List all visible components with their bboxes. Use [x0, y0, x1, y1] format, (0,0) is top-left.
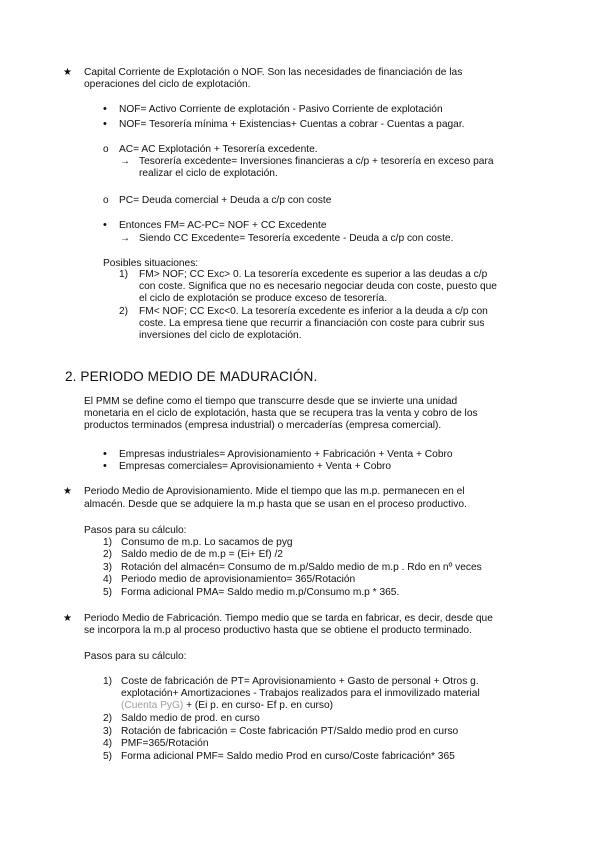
situation-2-line-1: FM< NOF; CC Exc<0. La tesorería excedente es inferior a la deuda a c/p con [139, 306, 488, 317]
step-number: 2) [103, 713, 113, 724]
pma-step: Saldo medio de de m.p = (Ei+ Ef) /2 [121, 549, 283, 560]
nof-intro-line-2: operaciones del ciclo de explotación. [84, 79, 251, 90]
arrow-icon: → [120, 233, 130, 244]
step-number: 4) [103, 574, 113, 585]
industrial-formula: Empresas industriales= Aprovisionamiento + Fabricación + Venta + Cobro [119, 449, 453, 460]
pmf-steps-title: Pasos para su cálculo: [84, 651, 187, 662]
pmf-line-2: se incorpora la m.p al proceso productivo hasta que se obtiene el producto terminado. [84, 625, 472, 636]
pmf-step: PMF=365/Rotación [121, 738, 209, 749]
situation-2-line-3: inversiones del ciclo de explotación. [139, 330, 302, 341]
pma-line-2: almacén. Desde que se adquiere la m.p hasta que se usan en el proceso productivo. [84, 499, 467, 510]
pma-step: Consumo de m.p. Lo sacamos de pyg [121, 537, 293, 548]
step-number: 1) [103, 676, 113, 687]
pma-step: Rotación del almacén= Consumo de m.p/Saldo medio de m.p . Rdo en nº veces [121, 562, 482, 573]
pma-step: Periodo medio de aprovisionamiento= 365/Rotación [121, 574, 356, 585]
fm-formula: Entonces FM= AC-PC= NOF + CC Excedente [119, 220, 327, 231]
nof-formula-2: NOF= Tesorería mínima + Existencias+ Cuentas a cobrar - Cuentas a pagar. [119, 119, 465, 130]
pma-step: Forma adicional PMA= Saldo medio m.p/Consumo m.p * 365. [121, 587, 400, 598]
pmm-intro-line-2: monetaria en el ciclo de explotación, hasta que se recupera tras la venta y cobro de los [84, 408, 478, 419]
pma-steps-title: Pasos para su cálculo: [84, 525, 187, 536]
situation-number: 2) [119, 306, 129, 317]
bullet-icon: • [103, 448, 107, 460]
pmf-step-1-line-3 [121, 700, 333, 712]
pmf-step-1-line-1: Coste de fabricación de PT= Aprovisionamiento + Gasto de personal + Otros g. [121, 676, 479, 687]
ring-bullet-icon: o [103, 195, 109, 206]
cuenta-pyg-note: (Cuenta PyG) [121, 700, 184, 711]
situation-1-line-3: el ciclo de explotación se produce exceso de tesorería. [139, 293, 388, 304]
pmf-step: Rotación de fabricación = Coste fabricación PT/Saldo medio prod en curso [121, 726, 459, 737]
situation-1-line-2: con coste. Significa que no es necesario negociar deuda con coste, puesto que [139, 281, 497, 292]
pmf-step-1-rest: + (Ei p. en curso- Ef p. en curso) [183, 700, 334, 711]
situation-1-line-1: FM> NOF; CC Exc> 0. La tesorería excedente es superior a las deudas a c/p [139, 269, 488, 280]
fm-sub-line: Siendo CC Excedente= Tesorería excedente - Deuda a c/p con coste. [139, 233, 454, 244]
bullet-icon: • [103, 219, 107, 231]
step-number: 1) [103, 537, 113, 548]
pmm-intro-line-3: productos terminados (empresa industrial) o mercaderías (empresa comercial). [84, 420, 442, 431]
bullet-icon: • [103, 118, 107, 130]
star-bullet-icon: ★ [63, 67, 72, 78]
pmm-intro-line-1: El PMM se define como el tiempo que transcurre desde que se invierte una unidad [84, 396, 458, 407]
step-number: 2) [103, 549, 113, 560]
ac-formula: AC= AC Explotación + Tesorería excedente. [119, 144, 318, 155]
step-number: 3) [103, 726, 113, 737]
ac-sub-line-1: Tesorería excedente= Inversiones financieras a c/p + tesorería en exceso para [139, 156, 494, 167]
pmf-line-1: Periodo Medio de Fabricación. Tiempo medio que se tarda en fabricar, es decir, desde que [84, 613, 493, 624]
ac-sub-line-2: realizar el ciclo de explotación. [139, 168, 278, 179]
pmf-step: Saldo medio de prod. en curso [121, 713, 260, 724]
bullet-icon: • [103, 103, 107, 115]
pc-formula: PC= Deuda comercial + Deuda a c/p con coste [119, 195, 332, 206]
situation-number: 1) [119, 269, 129, 280]
section-heading: 2. PERIODO MEDIO DE MADURACIÓN. [65, 369, 318, 384]
pma-line-1: Periodo Medio de Aprovisionamiento. Mide el tiempo que las m.p. permanecen en el [84, 486, 465, 497]
step-number: 5) [103, 751, 113, 762]
star-bullet-icon: ★ [63, 613, 72, 624]
commercial-formula: Empresas comerciales= Aprovisionamiento + Venta + Cobro [119, 461, 392, 472]
situation-2-line-2: coste. La empresa tiene que recurrir a financiación con coste para cubrir sus [139, 318, 485, 329]
step-number: 4) [103, 738, 113, 749]
situations-title: Posibles situaciones: [103, 258, 199, 269]
bullet-icon: • [103, 460, 107, 472]
nof-intro-line-1: Capital Corriente de Explotación o NOF. Son las necesidades de financiación de las [84, 67, 463, 78]
pmf-step: Forma adicional PMF= Saldo medio Prod en curso/Coste fabricación* 365 [121, 751, 455, 762]
nof-formula-1: NOF= Activo Corriente de explotación - Pasivo Corriente de explotación [119, 104, 443, 115]
step-number: 3) [103, 562, 113, 573]
arrow-icon: → [120, 156, 130, 167]
star-bullet-icon: ★ [63, 486, 72, 497]
step-number: 5) [103, 587, 113, 598]
ring-bullet-icon: o [103, 144, 109, 155]
pmf-step-1-line-2: explotación+ Amortizaciones - Trabajos realizados para el inmovilizado material [121, 688, 480, 699]
